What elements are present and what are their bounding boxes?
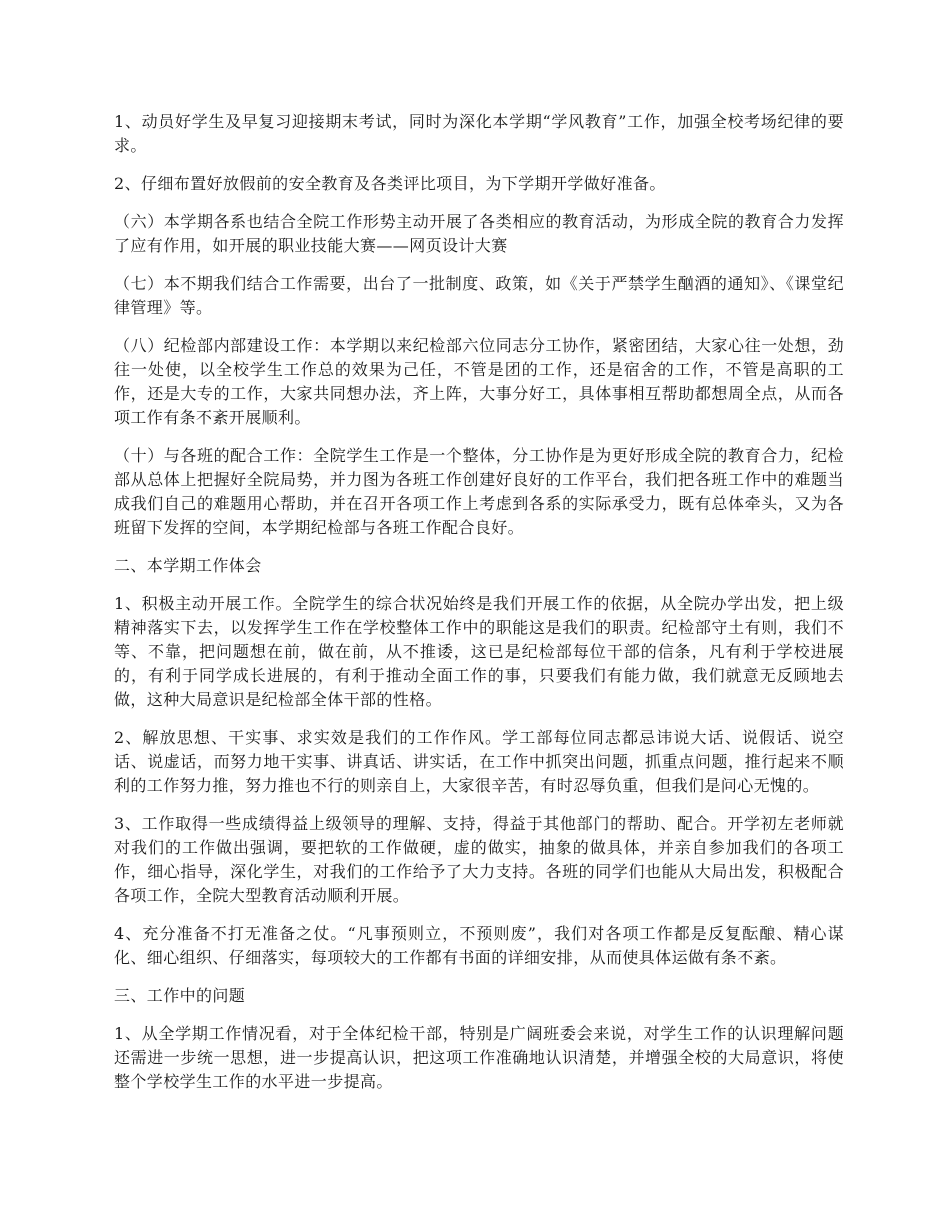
paragraph-holiday-safety: 2、仔细布置好放假前的安全教育及各类评比项目，为下学期开学做好准备。 — [114, 174, 666, 193]
paragraph-section-10: （十）与各班的配合工作：全院学生工作是一个整体，分工协作是为更好形成全院的教育合力，纪检部从总体上把握好全院局势，并力图为各班工作创建好良好的工作平台，我们把各班工作中的难题当成我们自己的难题用心帮助，并在召开各项工作上考虑到各系的实际承受力，既有总体牵头，又为各班留下发挥的空间，本学期纪检部与各班工作配合良好。 — [114, 446, 844, 537]
heading-problems: 三、工作中的问题 — [114, 986, 246, 1005]
document-body — [114, 110, 844, 1108]
paragraph-section-7: （七）本不期我们结合工作需要，出台了一批制度、政策，如《关于严禁学生酗酒的通知》、《课堂纪律管理》等。 — [114, 274, 844, 317]
paragraph-problem-1: 1、从全学期工作情况看，对于全体纪检干部，特别是广阔班委会来说，对学生工作的认识理解问题还需进一步统一思想，进一步提高认识，把这项工作准确地认识清楚，并增强全校的大局意识，将使整个学校学生工作的水平进一步提高。 — [114, 1024, 844, 1091]
paragraph-experience-3: 3、工作取得一些成绩得益上级领导的理解、支持，得益于其他部门的帮助、配合。开学初左老师就对我们的工作做出强调，要把软的工作做硬，虚的做实，抽象的做具体，并亲自参加我们的各项工作，细心指导，深化学生，对我们的工作给予了大力支持。各班的同学们也能从大局出发，积极配合各项工作，全院大型教育活动顺利开展。 — [114, 814, 844, 905]
paragraph-experience-4: 4、充分准备不打无准备之仗。“凡事预则立，不预则废”，我们对各项工作都是反复酝酿、精心谋化、细心组织、仔细落实，每项较大的工作都有书面的详细安排，从而使具体运做有条不紊。 — [114, 924, 844, 967]
paragraph-experience-1: 1、积极主动开展工作。全院学生的综合状况始终是我们开展工作的依据，从全院办学出发，把上级精神落实下去，以发挥学生工作在学校整体工作中的职能这是我们的职责。纪检部守土有则，我们不等、不靠，把问题想在前，做在前，从不推诿，这已是纪检部每位干部的信条，凡有利于学校进展的，有利于同学成长进展的，有利于推动全面工作的事，只要我们有能力做，我们就意无反顾地去做，这种大局意识是纪检部全体干部的性格。 — [114, 594, 844, 709]
heading-experience: 二、本学期工作体会 — [114, 556, 262, 575]
paragraph-exam-prep: 1、动员好学生及早复习迎接期末考试，同时为深化本学期“学风教育”工作，加强全校考场纪律的要求。 — [114, 112, 844, 155]
paragraph-section-8: （八）纪检部内部建设工作：本学期以来纪检部六位同志分工协作，紧密团结，大家心往一处想，劲往一处使，以全校学生工作总的效果为己任，不管是团的工作，还是宿舍的工作，不管是高职的工作，还是大专的工作，大家共同想办法，齐上阵，大事分好工，具体事相互帮助都想周全点，从而各项工作有条不紊开展顺利。 — [114, 336, 844, 427]
paragraph-section-6: （六）本学期各系也结合全院工作形势主动开展了各类相应的教育活动，为形成全院的教育合力发挥了应有作用，如开展的职业技能大赛——网页设计大赛 — [114, 212, 844, 255]
paragraph-experience-2: 2、解放思想、干实事、求实效是我们的工作作风。学工部每位同志都忌讳说大话、说假话、说空话、说虚话，而努力地干实事、讲真话、讲实话，在工作中抓突出问题，抓重点问题，推行起来不顺利的工作努力推，努力推也不行的则亲自上，大家很辛苦，有时忍辱负重，但我们是问心无愧的。 — [114, 728, 844, 795]
